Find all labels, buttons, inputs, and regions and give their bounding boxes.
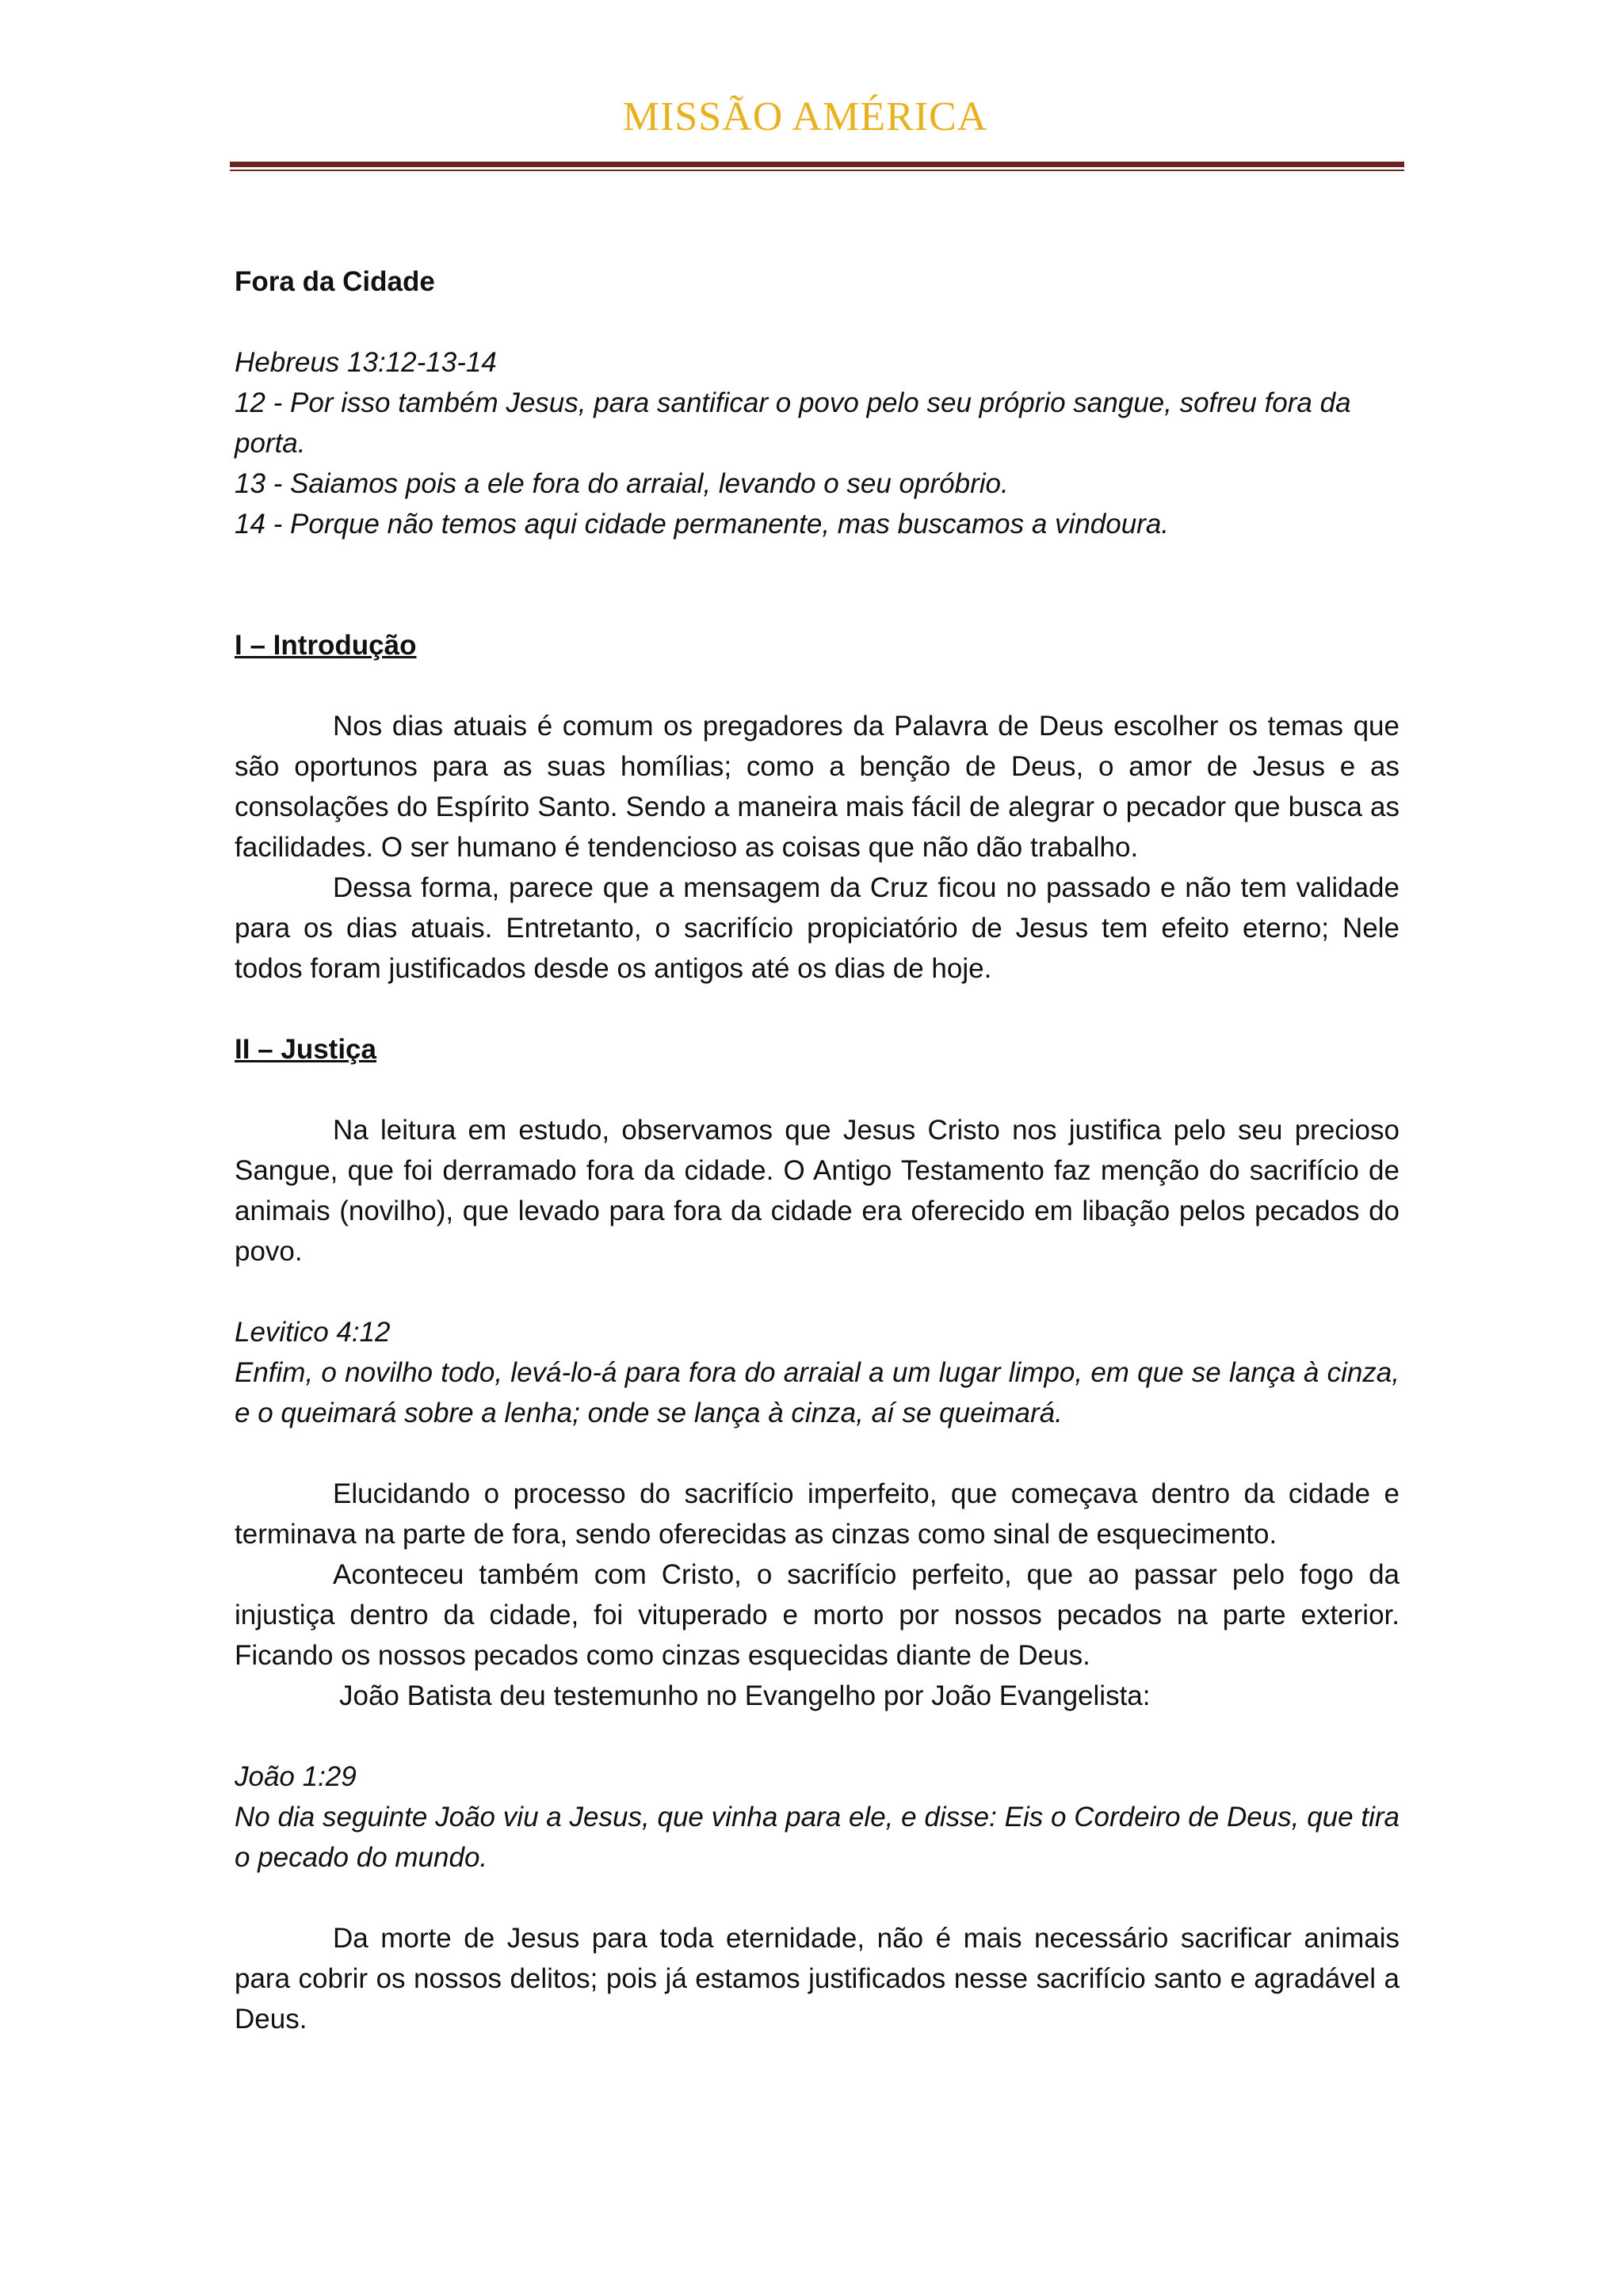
header-rule-thin bbox=[230, 170, 1404, 171]
verse-reference: Hebreus 13:12-13-14 bbox=[235, 347, 497, 378]
body-paragraph: João Batista deu testemunho no Evangelho por João Evangelista: bbox=[339, 1680, 1151, 1711]
verse-text: Enfim, o novilho todo, levá-lo-á para fora do arraial a um lugar limpo, em que se lança à cinza, e o queimará sobre a lenha; onde se lança à cinza, aí se queimará. bbox=[235, 1357, 1400, 1428]
verse-reference: Levitico 4:12 bbox=[235, 1317, 391, 1348]
body-paragraph: Elucidando o processo do sacrifício imperfeito, que começava dentro da cidade e terminava na parte de fora, sendo oferecidas as cinzas como sinal de esquecimento. bbox=[235, 1478, 1400, 1550]
document-body bbox=[235, 261, 1400, 2039]
verse-line: 13 - Saiamos pois a ele fora do arraial, levando o seu opróbrio. bbox=[235, 468, 1009, 499]
verse-reference: João 1:29 bbox=[235, 1761, 357, 1792]
body-paragraph: Dessa forma, parece que a mensagem da Cruz ficou no passado e não tem validade para os dias atuais. Entretanto, o sacrifício propiciatório de Jesus tem efeito eterno; Nele todos foram justificados desde os antigos até os dias de hoje. bbox=[235, 872, 1400, 984]
verse-text: No dia seguinte João viu a Jesus, que vinha para ele, e disse: Eis o Cordeiro de Deus, que tira o pecado do mundo. bbox=[235, 1802, 1400, 1873]
header-title: MISSÃO AMÉRICA bbox=[622, 94, 988, 139]
body-paragraph: Da morte de Jesus para toda eternidade, não é mais necessário sacrificar animais para cobrir os nossos delitos; pois já estamos justificados nesse sacrifício santo e agradável a Deus. bbox=[235, 1923, 1400, 2035]
document-title: Fora da Cidade bbox=[235, 266, 435, 297]
body-paragraph: Nos dias atuais é comum os pregadores da Palavra de Deus escolher os temas que são oportunos para as suas homílias; como a benção de Deus, o amor de Jesus e as consolações do Espírito Santo. Sendo a maneira mais fácil de alegrar o pecador que busca as facilidades. O ser humano é tendencioso as coisas que não dão trabalho. bbox=[235, 711, 1400, 863]
body-paragraph: Aconteceu também com Cristo, o sacrifício perfeito, que ao passar pelo fogo da injustiça dentro da cidade, foi vituperado e morto por nossos pecados na parte exterior. Ficando os nossos pecados como cinzas esquecidas diante de Deus. bbox=[235, 1559, 1400, 1671]
verse-line: 12 - Por isso também Jesus, para santificar o povo pelo seu próprio sangue, sofreu fora da porta. bbox=[235, 387, 1351, 459]
header-rule-thick bbox=[230, 162, 1404, 167]
section-heading: II – Justiça bbox=[235, 1034, 376, 1065]
verse-line: 14 - Porque não temos aqui cidade permanente, mas buscamos a vindoura. bbox=[235, 509, 1170, 540]
body-paragraph: Na leitura em estudo, observamos que Jesus Cristo nos justifica pelo seu precioso Sangue, que foi derramado fora da cidade. O Antigo Testamento faz menção do sacrifício de animais (novilho), que levado para fora da cidade era oferecido em libação pelos pecados do povo. bbox=[235, 1115, 1400, 1267]
section-heading: I – Introdução bbox=[235, 630, 417, 661]
